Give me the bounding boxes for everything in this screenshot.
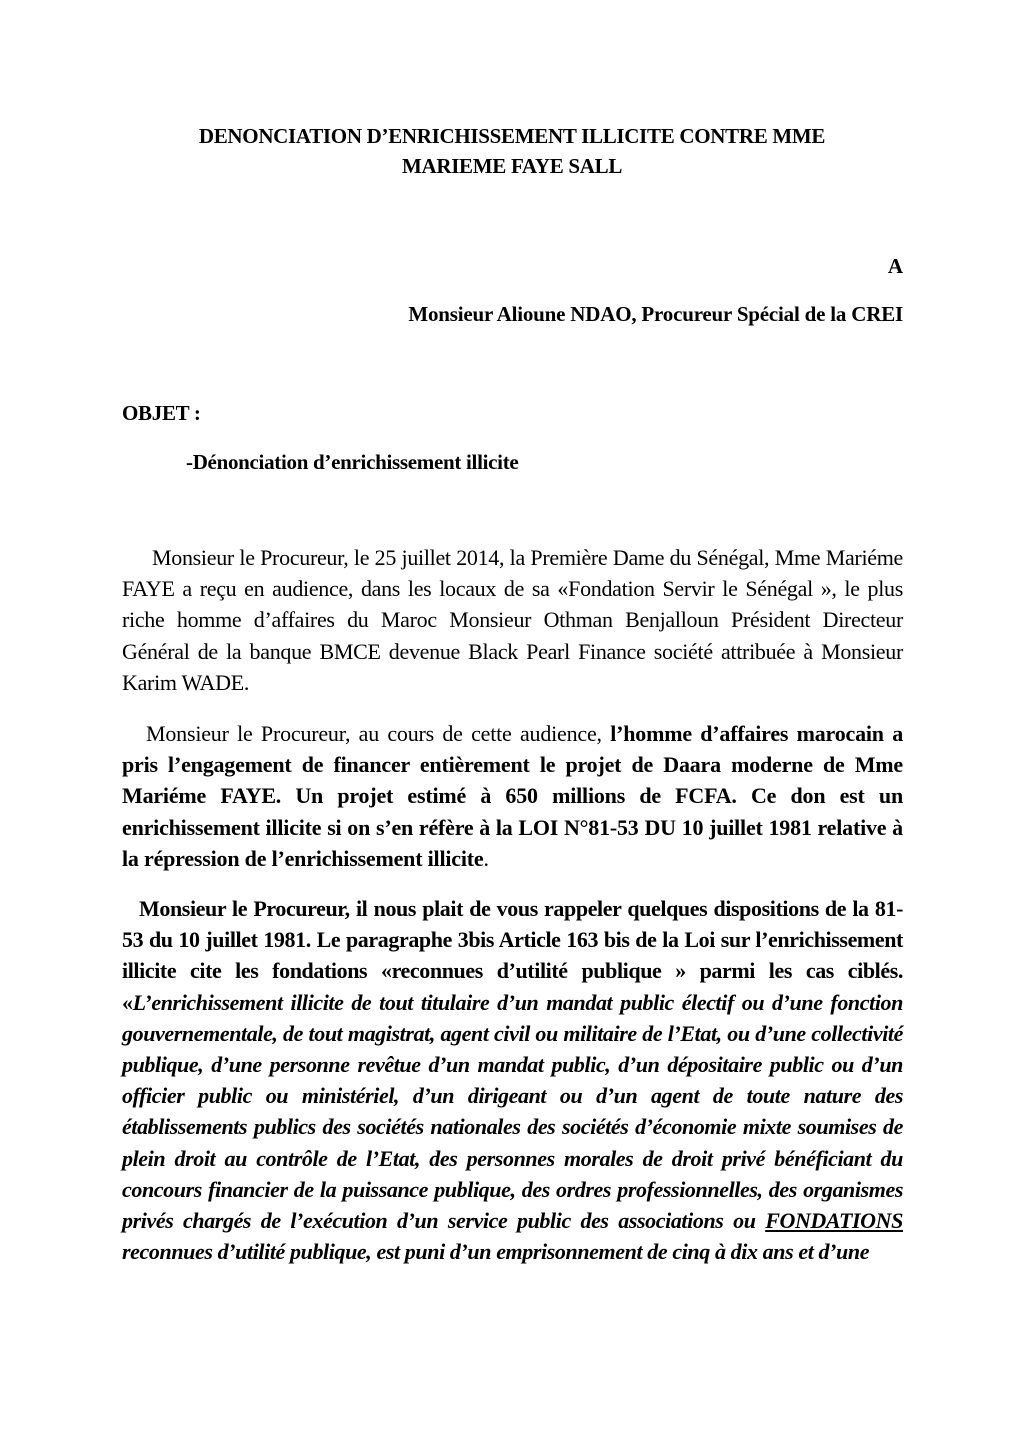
addressee-name: Monsieur Alioune NDAO, Procureur Spécial de la CREI (408, 302, 903, 326)
law-quote-part-2: reconnues d’utilité publique, est puni d’un emprisonnement de cinq à dix ans et d’une (122, 1239, 870, 1265)
paragraph-3-bold: Monsieur le Procureur, il nous plait de vous rappeler quelques dispositions de la 81-53 du 10 juillet 1981. Le paragraphe 3bis Article 163 bis de la Loi sur l’enrichissement illicite cite les fondations «reconnues d’utilité publique » parmi les cas ciblés. « (122, 896, 903, 1015)
paragraph-2 (122, 718, 903, 874)
title-line-1: DENONCIATION D’ENRICHISSEMENT ILLICITE CONTRE MME (198, 124, 826, 148)
law-quote-part-1: L’enrichissement illicite de tout titulaire d’un mandat public électif ou d’une fonction gouvernementale, de tout magistrat, agent civil ou militaire de l’Etat, ou d’une collectivité publique, d’une personne revêtue d’un mandat public, d’un dépositaire public ou d’un officier public ou ministériel, d’un dirigeant ou d’un agent de toute nature des établissements publics des sociétés nationales des sociétés d’économie mixte soumises de plein droit au contrôle de l’Etat, des personnes morales de droit privé bénéficiant du concours financier de la puissance publique, des ordres professionnelles, des organismes privés chargés de l’exécution d’un service public des associations ou (122, 989, 903, 1234)
title-line-2: MARIEME FAYE SALL (401, 154, 623, 178)
paragraph-3 (122, 893, 903, 1267)
paragraph-2-end: . (483, 845, 489, 871)
law-quote-fondations: FONDATIONS (765, 1208, 903, 1234)
document-title (120, 121, 904, 181)
objet-label: OBJET : (122, 401, 201, 425)
addressee-prefix: A (887, 254, 903, 278)
objet-item: -Dénonciation d’enrichissement illicite (186, 450, 519, 474)
paragraph-2-bold: l’homme d’affaires marocain a pris l’engagement de financer entièrement le projet de Daara moderne de Mme Mariéme FAYE. Un projet estimé à 650 millions de FCFA. Ce don est un enrichissement illicite si on s’en réfère à la LOI N°81-53 DU 10 juillet 1981 relative à la répression de l’enrichissement illicite (122, 721, 903, 871)
paragraph-1: Monsieur le Procureur, le 25 juillet 2014, la Première Dame du Sénégal, Mme Mariéme FAYE a reçu en audience, dans les locaux de sa «Fondation Servir le Sénégal », le plus riche homme d’affaires du Maroc Monsieur Othman Benjalloun Président Directeur Général de la banque BMCE devenue Black Pearl Finance société attribuée à Monsieur Karim WADE. (122, 545, 903, 695)
paragraph-2-regular: Monsieur le Procureur, au cours de cette audience, (146, 721, 611, 746)
